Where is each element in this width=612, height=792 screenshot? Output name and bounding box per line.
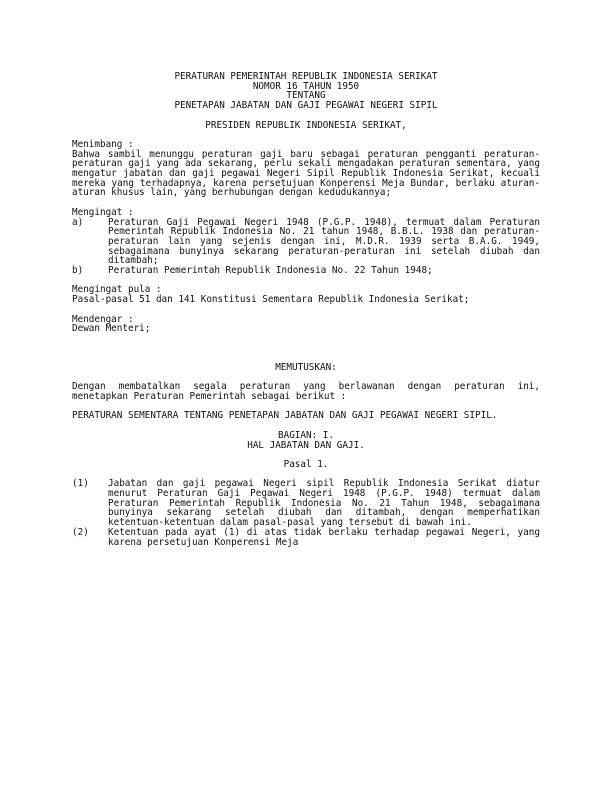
- regulation-title: PERATURAN SEMENTARA TENTANG PENETAPAN JABATAN DAN GAJI PEGAWAI NEGERI SIPIL.: [72, 410, 498, 422]
- list-marker: (1): [72, 478, 89, 490]
- section-pasal-1: [72, 460, 540, 547]
- section-mengingat: [72, 208, 540, 276]
- menimbang-label: Menimbang :: [72, 138, 134, 150]
- list-item-text: Jabatan dan gaji pegawai Negeri sipil Republik Indonesia Serikat diatur menurut Peraturan Gaji Pegawai Negeri 1948 (P.G.P. 1948) termuat dalam Peraturan Pemerintah Republik Indonesia No. 21 Tahun 1948, sebagaimana bunyinya sekarang setelah diubah dan ditambah, dengan memperhatikan ketentuan-ketentuan dalam pasal-pasal yang tersebut di bawah ini.: [108, 478, 540, 529]
- bagian-heading-2: HAL JABATAN DAN GAJI.: [247, 439, 365, 451]
- mengingat-item-a: [72, 218, 540, 267]
- list-item-text: Ketentuan pada ayat (1) di atas tidak berlaku terhadap pegawai Negeri, yang karena persetujuan Konperensi Meja: [108, 526, 540, 548]
- document-page: [72, 72, 540, 547]
- document-header: [72, 72, 540, 130]
- mengingat-item-b: [72, 266, 540, 276]
- memutuskan-heading: MEMUTUSKAN:: [275, 361, 337, 373]
- list-marker: (2): [72, 526, 89, 538]
- list-marker: b): [72, 265, 84, 277]
- list-marker: a): [72, 216, 84, 228]
- title-line-2: NOMOR 16 TAHUN 1950: [252, 80, 360, 92]
- mengingat-pula-label: Mengingat pula :: [72, 284, 162, 296]
- pasal-1-ayat-2: [72, 528, 540, 547]
- section-mendengar: [72, 315, 540, 334]
- title-line-3: TENTANG: [286, 90, 326, 102]
- list-item-text: Peraturan Pemerintah Republik Indonesia No. 22 Tahun 1948;: [108, 265, 433, 277]
- section-mengingat-pula: [72, 285, 540, 304]
- menimbang-text: Bahwa sambil menunggu peraturan gaji baru sebagai peraturan pengganti peraturan-peraturan gaji yang ada sekarang, perlu sekali mengadakan peraturan sementara, yang mengatur jabatan dan gaji pegawai Negeri Sipil Republik Indonesia Serikat, kecuali mereka yang terhadapnya, karena persetujuan Konperensi Meja Bundar, berlaku aturan-aturan khusus lain, yang berhubungan dengan kedudukannya;: [72, 148, 540, 199]
- mengingat-pula-text: Pasal-pasal 51 dan 141 Konstitusi Sementara Republik Indonesia Serikat;: [72, 294, 470, 306]
- list-item-text: Peraturan Gaji Pegawai Negeri 1948 (P.G.P. 1948), termuat dalam Peraturan Pemerintah Republik Indonesia No. 21 tahun 1948, B.B.L. 1938 dan peraturan-peraturan lain yang sejenis dengan ini, M.D.R. 1939 serta B.A.G. 1949, sebagaimana bunyinya sekarang peraturan-peraturan ini setelah diubah dan ditambah;: [108, 216, 540, 267]
- mendengar-text: Dewan Menteri;: [72, 323, 151, 335]
- section-menimbang: [72, 140, 540, 198]
- memutuskan-text: Dengan membatalkan segala peraturan yang berlawanan dengan peraturan ini, menetapkan Peraturan Pemerintah sebagai berikut :: [72, 381, 540, 403]
- section-memutuskan: [72, 363, 540, 421]
- bagian-heading-1: BAGIAN: I.: [278, 429, 334, 441]
- title-line-1: PERATURAN PEMERINTAH REPUBLIK INDONESIA SERIKAT: [174, 71, 438, 82]
- section-bagian: [72, 431, 540, 450]
- pasal-1-ayat-1: [72, 479, 540, 528]
- mendengar-label: Mendengar :: [72, 313, 134, 325]
- issuer: PRESIDEN REPUBLIK INDONESIA SERIKAT,: [205, 119, 407, 131]
- title-line-4: PENETAPAN JABATAN DAN GAJI PEGAWAI NEGERI SIPIL: [174, 100, 438, 112]
- mengingat-label: Mengingat :: [72, 206, 134, 218]
- pasal-heading: Pasal 1.: [283, 458, 329, 470]
